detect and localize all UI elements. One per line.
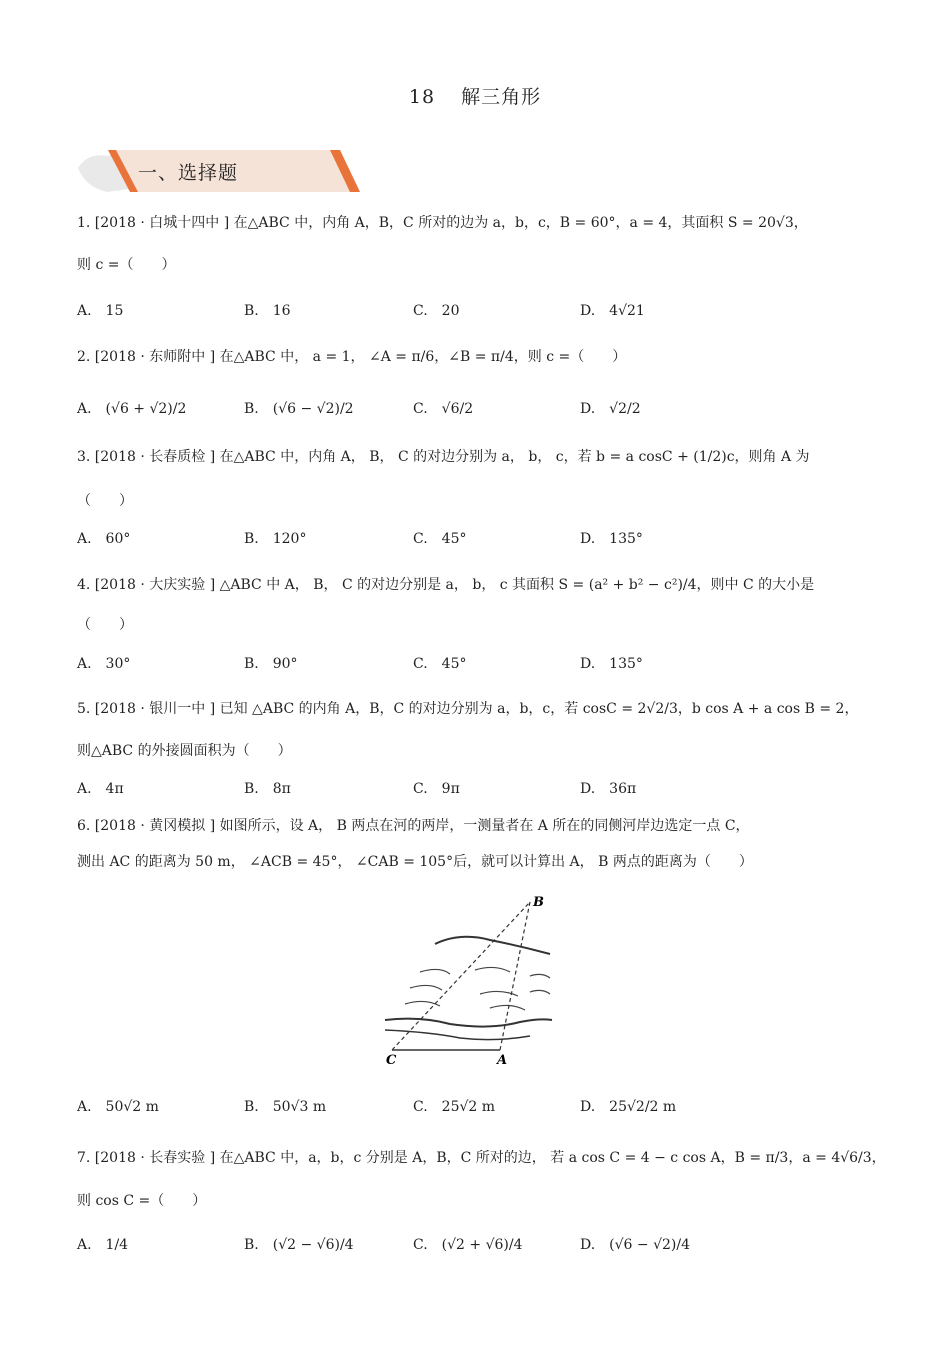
question-4-stem: 4. [2018 · 大庆实验 ] △ABC 中 A， B， C 的对边分别是 a， b， c 其面积 S = (a² + b² − c²)/4，则中 C 的大小是 bbox=[77, 577, 815, 593]
q7-option-c[interactable]: C. (√2 + √6)/4 bbox=[413, 1237, 523, 1253]
q4-option-c[interactable]: C. 45° bbox=[413, 656, 467, 672]
question-7-stem-line2: 则 cos C =（ ） bbox=[77, 1193, 207, 1209]
question-6-stem-line2: 测出 AC 的距离为 50 m， ∠ACB = 45°， ∠CAB = 105°后，就可以计算出 A， B 两点的距离为（ ） bbox=[77, 854, 753, 870]
q3-option-c[interactable]: C. 45° bbox=[413, 531, 467, 547]
q1-option-a[interactable]: A. 15 bbox=[77, 303, 124, 319]
point-b-label: B bbox=[533, 895, 544, 910]
question-5-stem-line2: 则△ABC 的外接圆面积为（ ） bbox=[77, 743, 292, 759]
point-a-label: A bbox=[497, 1053, 508, 1067]
q2-option-b[interactable]: B. (√6 − √2)/2 bbox=[244, 401, 354, 417]
q4-option-d[interactable]: D. 135° bbox=[580, 656, 643, 672]
question-2-stem: 2. [2018 · 东师附中 ] 在△ABC 中， a = 1， ∠A = π/6，∠B = π/4，则 c =（ ） bbox=[77, 349, 627, 365]
q6-option-c[interactable]: C. 25√2 m bbox=[413, 1099, 496, 1115]
question-6-stem: 6. [2018 · 黄冈模拟 ] 如图所示，设 A， B 两点在河的两岸，一测量者在 A 所在的同侧河岸边选定一点 C， bbox=[77, 818, 750, 834]
q5-option-d[interactable]: D. 36π bbox=[580, 781, 637, 797]
question-3-stem: 3. [2018 · 长春质检 ] 在△ABC 中，内角 A， B， C 的对边分别为 a， b， c，若 b = a cosC + (1/2)c，则角 A 为 bbox=[77, 449, 810, 465]
river-measurement-figure bbox=[380, 892, 570, 1067]
question-5-stem: 5. [2018 · 银川一中 ] 已知 △ABC 的内角 A，B，C 的对边分别为 a，b，c，若 cosC = 2√2/3，b cos A + a cos B = 2， bbox=[77, 701, 859, 717]
q1-option-d[interactable]: D. 4√21 bbox=[580, 303, 645, 319]
q5-option-b[interactable]: B. 8π bbox=[244, 781, 291, 797]
q4-option-a[interactable]: A. 30° bbox=[77, 656, 131, 672]
question-1-stem-line2: 则 c =（ ） bbox=[77, 257, 176, 273]
q6-option-a[interactable]: A. 50√2 m bbox=[77, 1099, 159, 1115]
q5-option-a[interactable]: A. 4π bbox=[77, 781, 124, 797]
point-c-label: C bbox=[386, 1053, 397, 1067]
q4-option-b[interactable]: B. 90° bbox=[244, 656, 298, 672]
page-title: 18 解三角形 bbox=[408, 86, 542, 108]
question-1-stem: 1. [2018 · 白城十四中 ] 在△ABC 中，内角 A，B，C 所对的边为 a，b，c，B = 60°，a = 4，其面积 S = 20√3， bbox=[77, 215, 808, 231]
question-4-stem-line2: （ ） bbox=[77, 617, 133, 633]
q1-option-b[interactable]: B. 16 bbox=[244, 303, 291, 319]
question-7-stem: 7. [2018 · 长春实验 ] 在△ABC 中，a，b，c 分别是 A，B，C 所对的边， 若 a cos C = 4 − c cos A，B = π/3，a = 4√6/3， bbox=[77, 1150, 886, 1166]
q7-option-a[interactable]: A. 1/4 bbox=[77, 1237, 129, 1253]
q7-option-d[interactable]: D. (√6 − √2)/4 bbox=[580, 1237, 691, 1253]
q2-option-c[interactable]: C. √6/2 bbox=[413, 401, 474, 417]
q1-option-c[interactable]: C. 20 bbox=[413, 303, 460, 319]
q2-option-d[interactable]: D. √2/2 bbox=[580, 401, 641, 417]
q3-option-a[interactable]: A. 60° bbox=[77, 531, 131, 547]
question-3-stem-line2: （ ） bbox=[77, 493, 133, 509]
q6-option-b[interactable]: B. 50√3 m bbox=[244, 1099, 327, 1115]
q5-option-c[interactable]: C. 9π bbox=[413, 781, 460, 797]
q3-option-b[interactable]: B. 120° bbox=[244, 531, 307, 547]
section-title: 一、选择题 bbox=[138, 162, 239, 184]
q6-option-d[interactable]: D. 25√2/2 m bbox=[580, 1099, 677, 1115]
q7-option-b[interactable]: B. (√2 − √6)/4 bbox=[244, 1237, 354, 1253]
q3-option-d[interactable]: D. 135° bbox=[580, 531, 643, 547]
q2-option-a[interactable]: A. (√6 + √2)/2 bbox=[77, 401, 187, 417]
